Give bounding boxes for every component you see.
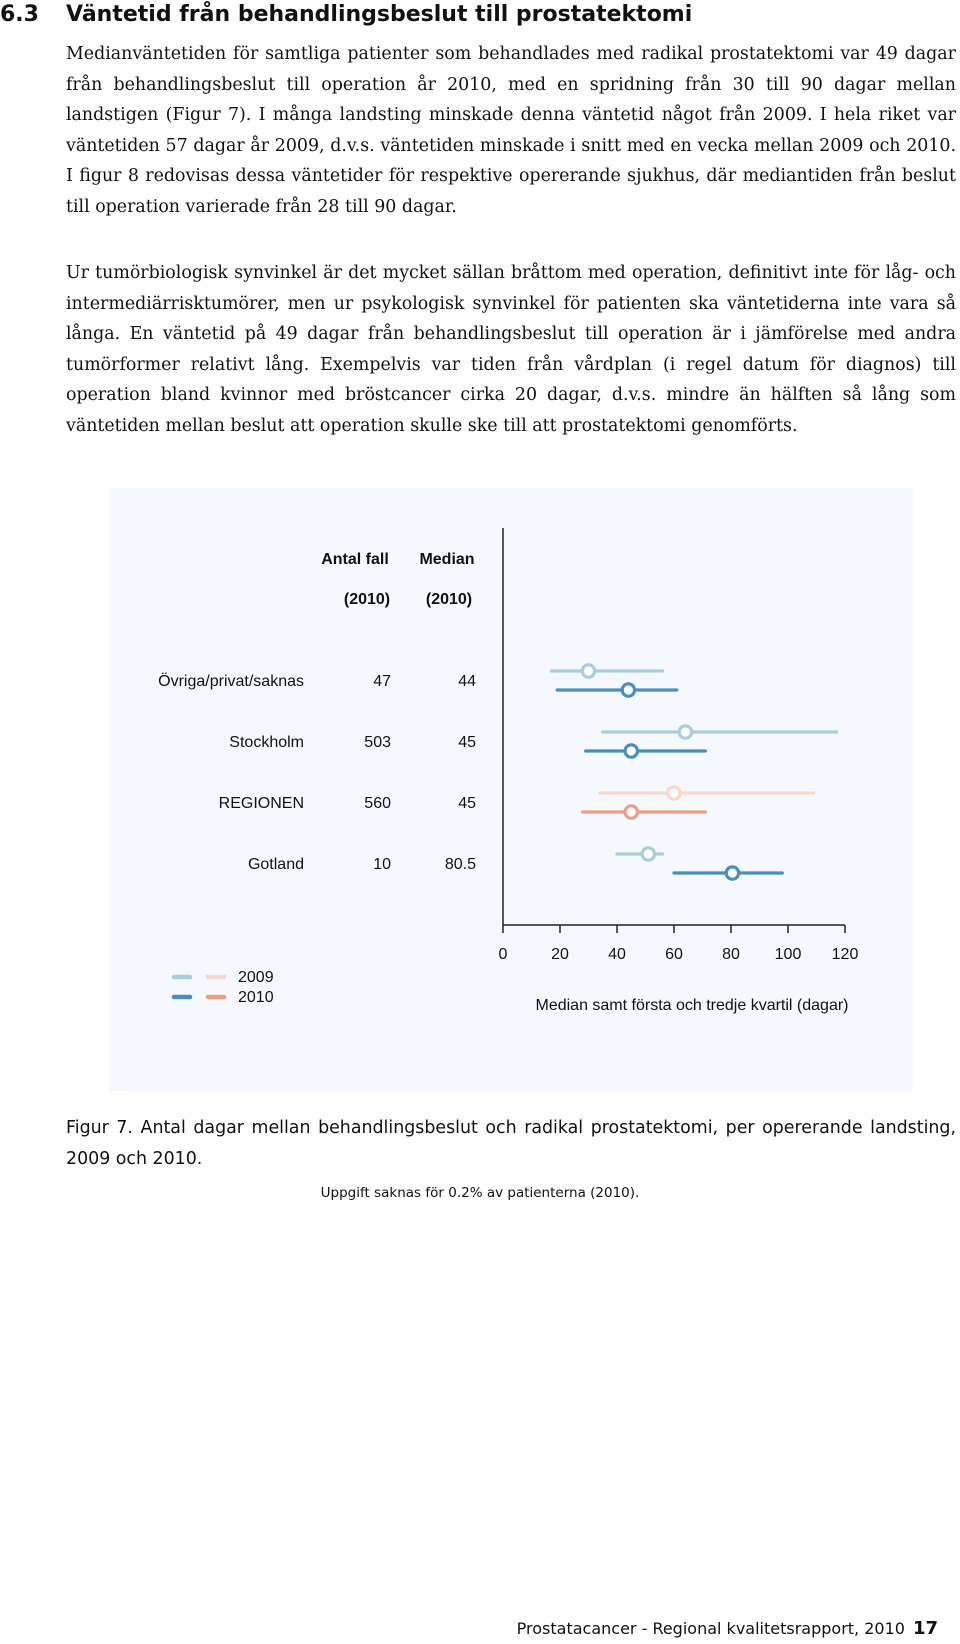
row-count: 503 [364,734,391,751]
figure-note: Uppgift saknas för 0.2% av patienterna (2010). [320,1185,640,1201]
row-label: Gotland [247,856,304,873]
median-point-2010 [625,745,637,757]
row-label: Stockholm [229,734,304,751]
row-median: 45 [458,795,476,812]
figure-panel [110,488,913,1091]
x-tick-label: 20 [551,946,569,963]
page-footer [517,1618,938,1640]
row-median: 45 [458,734,476,751]
row-count: 10 [373,856,391,873]
median-point-2010 [625,806,637,818]
row-median: 80.5 [444,856,476,873]
header-median-label: Median [419,551,475,568]
x-tick-label: 80 [722,946,740,963]
body-paragraph-2: Ur tumörbiologisk synvinkel är det mycket sällan bråttom med operation, definitivt inte för låg- och intermediärrisktumörer, men ur psykologisk synvinkel för patienten ska väntetiderna inte vara så långa. En väntetid på 49 dagar från behandlingsbeslut till operation är i jämförelse med andra tumörformer relativt lång. Exempelvis var tiden från vårdplan (i regel datum för diagnos) till operation bland kvinnor med bröstcancer cirka 20 dagar, d.v.s. mindre än hälften så lång som väntetiden mellan beslut att operation skulle ske till att prostatektomi genomförts. [66,263,956,436]
median-point-2009 [582,665,594,677]
page-number: 17 [912,1618,938,1639]
header-count-year: (2010) [343,591,391,608]
figure-caption: Figur 7. Antal dagar mellan behandlingsbeslut och radikal prostatektomi, per opererande landsting, 2009 och 2010. [66,1118,956,1169]
header-median-year: (2010) [425,591,473,608]
section-number: 6.3 [0,2,39,27]
median-point-2009 [679,726,691,738]
row-count: 560 [364,795,391,812]
legend-label-2009: 2009 [238,969,274,986]
section-title: Väntetid från behandlingsbeslut till prostatektomi [66,2,693,27]
x-axis-title: Median samt första och tredje kvartil (dagar) [535,997,849,1014]
x-tick-label: 100 [774,946,802,963]
row-count: 47 [373,673,391,690]
body-paragraph-1: Medianväntetiden för samtliga patienter som behandlades med radikal prostatektomi var 49 dagar från behandlingsbeslut till operation år 2010, med en spridning från 30 till 90 dagar mellan landstigen (Figur 7). I många landsting minskade denna väntetid något från 2009. I hela riket var väntetiden 57 dagar år 2009, d.v.s. väntetiden minskade i snitt med en vecka mellan 2009 och 2010. I figur 8 redovisas dessa väntetider för respektive opererande sjukhus, där mediantiden från beslut till operation varierade från 28 till 90 dagar. [66,44,956,217]
x-tick-label: 0 [498,946,508,963]
median-point-2010 [622,684,634,696]
median-point-2009 [642,848,654,860]
row-label: REGIONEN [218,795,304,812]
x-tick-label: 40 [608,946,626,963]
row-median: 44 [458,673,476,690]
legend-label-2010: 2010 [238,989,274,1006]
header-count-label: Antal fall [321,551,389,568]
footer-title: Prostatacancer - Regional kvalitetsrapport, 2010 [516,1619,905,1638]
dot-interval-chart [110,488,913,1091]
row-label: Övriga/privat/saknas [158,673,304,690]
median-point-2009 [668,787,680,799]
x-tick-label: 60 [665,946,683,963]
median-point-2010 [726,867,738,879]
section-heading [0,0,960,30]
x-tick-label: 120 [831,946,859,963]
